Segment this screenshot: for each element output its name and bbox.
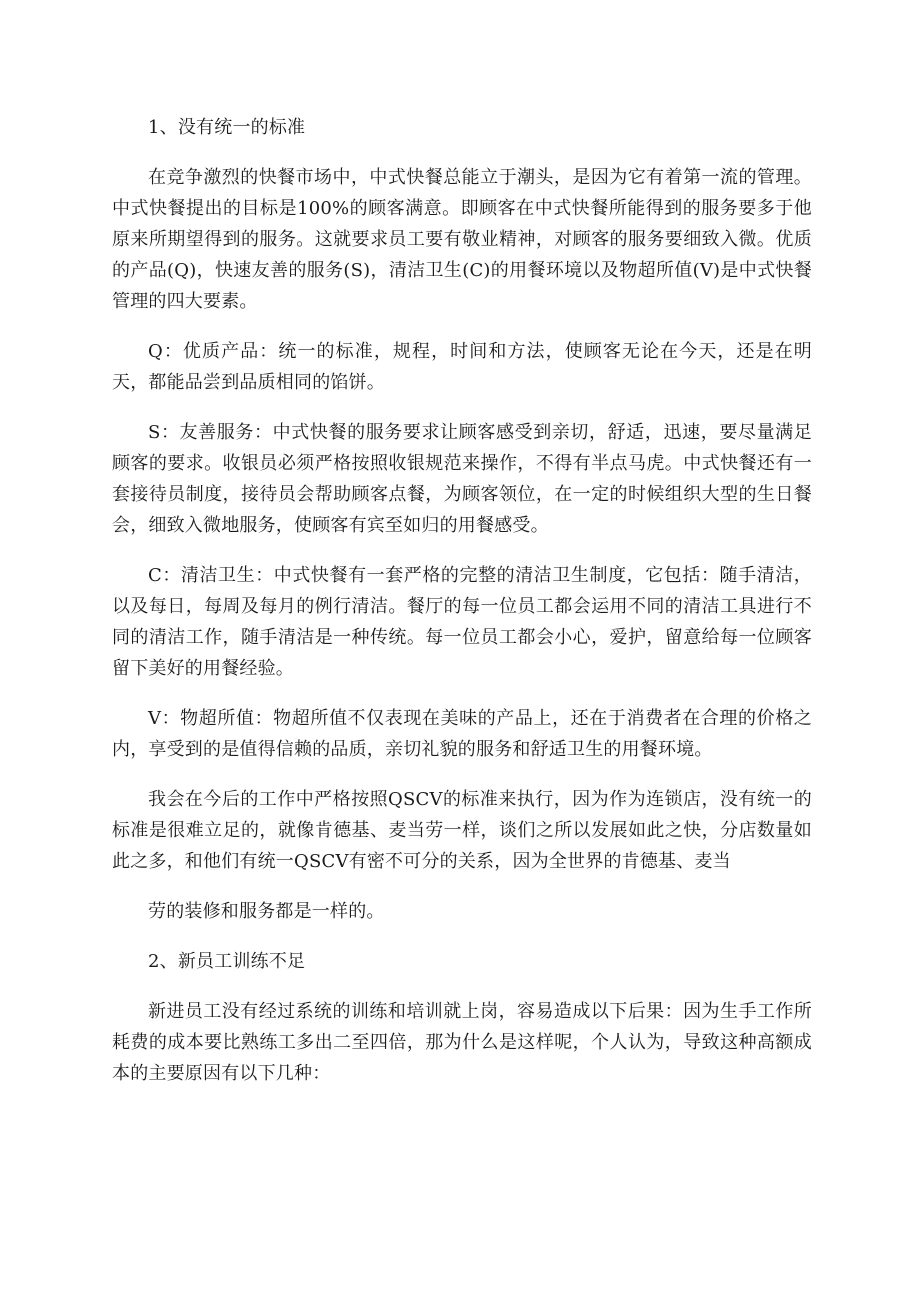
section-heading-1: 1、没有统一的标准	[148, 117, 306, 138]
section-heading-2: 2、新员工训练不足	[148, 951, 306, 972]
paragraph-v: V：物超所值：物超所值不仅表现在美味的产品上，还在于消费者在合理的价格之内，享受到的是值得信赖的品质，亲切礼貌的服务和舒适卫生的用餐环境。	[112, 708, 812, 760]
paragraph-c: C：清洁卫生：中式快餐有一套严格的完整的清洁卫生制度，它包括：随手清洁，以及每日，每周及每月的例行清洁。餐厅的每一位员工都会运用不同的清洁工具进行不同的清洁工作，随手清洁是一种传统。每一位员工都会小心，爱护，留意给每一位顾客留下美好的用餐经验。	[112, 565, 812, 679]
paragraph-q: Q：优质产品：统一的标准，规程，时间和方法，使顾客无论在今天，还是在明天，都能品尝到品质相同的馅饼。	[112, 341, 812, 393]
document-body	[112, 112, 812, 1108]
paragraph-training: 新进员工没有经过系统的训练和培训就上岗，容易造成以下后果：因为生手工作所耗费的成本要比熟练工多出二至四倍，那为什么是这样呢，个人认为，导致这种高额成本的主要原因有以下几种：	[112, 1001, 812, 1084]
paragraph-qscv-continued: 劳的装修和服务都是一样的。	[148, 901, 385, 922]
paragraph-s: S：友善服务：中式快餐的服务要求让顾客感受到亲切，舒适，迅速，要尽量满足顾客的要求。收银员必须严格按照收银规范来操作，不得有半点马虎。中式快餐还有一套接待员制度，接待员会帮助顾客点餐，为顾客领位，在一定的时候组织大型的生日餐会，细致入微地服务，使顾客有宾至如归的用餐感受。	[112, 422, 812, 536]
paragraph-intro: 在竞争激烈的快餐市场中，中式快餐总能立于潮头，是因为它有着第一流的管理。中式快餐提出的目标是100%的顾客满意。即顾客在中式快餐所能得到的服务要多于他原来所期望得到的服务。这就要求员工要有敬业精神，对顾客的服务要细致入微。优质的产品(Q)，快速友善的服务(S)，清洁卫生(C)的用餐环境以及物超所值(V)是中式快餐管理的四大要素。	[112, 167, 812, 312]
paragraph-qscv: 我会在今后的工作中严格按照QSCV的标准来执行，因为作为连锁店，没有统一的标准是很难立足的，就像肯德基、麦当劳一样，谈们之所以发展如此之快，分店数量如此之多，和他们有统一QSCV有密不可分的关系，因为全世界的肯德基、麦当	[112, 789, 812, 872]
